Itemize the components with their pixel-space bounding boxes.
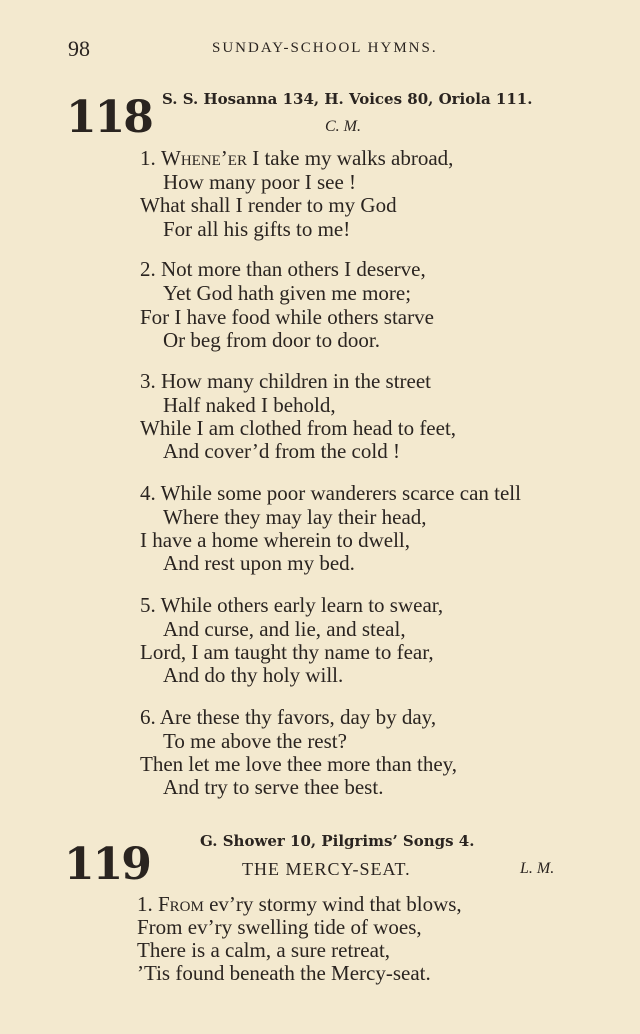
verse-number: 2. <box>140 257 156 281</box>
verse-number: 5. <box>140 593 156 617</box>
verse-1-line-2: How many poor I see ! <box>163 170 357 194</box>
verse-6-line-4: And try to serve thee best. <box>163 775 384 799</box>
verse-5-line-3: Lord, I am taught thy name to fear, <box>140 640 434 664</box>
verse-2-line-3: For I have food while others starve <box>140 305 434 329</box>
verse-6-line-2: To me above the rest? <box>163 729 347 753</box>
verse-number: 6. <box>140 705 156 729</box>
verse-5-line-2: And curse, and lie, and steal, <box>163 617 406 641</box>
hymn-number: 118 <box>66 92 152 143</box>
tune-references: S. S. Hosanna 134, H. Voices 80, Oriola 111. <box>162 90 533 108</box>
page-number: 98 <box>68 36 90 61</box>
verse-line-text: Not more than others I deserve, <box>161 257 426 281</box>
verse-1-line-3: There is a calm, a sure retreat, <box>137 938 391 962</box>
verse-line-text: I take my walks abroad, <box>246 146 454 170</box>
verse-1-line-1 <box>137 894 462 915</box>
verse-6-line-1 <box>140 707 436 728</box>
verse-number: 1. <box>140 146 156 170</box>
verse-line-text: How many children in the street <box>161 369 432 393</box>
running-title: SUNDAY-SCHOOL HYMNS. <box>212 40 438 56</box>
verse-line-text: While some poor wanderers scarce can tell <box>160 481 521 505</box>
verse-4-line-2: Where they may lay their head, <box>163 505 427 529</box>
verse-3-line-3: While I am clothed from head to feet, <box>140 416 457 440</box>
verse-6-line-3: Then let me love thee more than they, <box>140 752 458 776</box>
verse-5-line-4: And do thy holy will. <box>163 663 344 687</box>
verse-number: 3. <box>140 369 156 393</box>
verse-2-line-1 <box>140 259 426 280</box>
verse-5-line-1 <box>140 595 443 616</box>
verse-line-text: While others early learn to swear, <box>160 593 444 617</box>
hymn-number: 119 <box>64 839 150 890</box>
verse-1-line-4: For all his gifts to me! <box>163 217 351 241</box>
verse-2-line-2: Yet God hath given me more; <box>163 281 412 305</box>
verse-4-line-1 <box>140 483 521 504</box>
verse-3-line-2: Half naked I behold, <box>163 393 336 417</box>
verse-2-line-4: Or beg from door to door. <box>163 328 380 352</box>
verse-line-text: ev’ry stormy wind that blows, <box>203 892 462 916</box>
verse-number: 4. <box>140 481 156 505</box>
verse-lead-word: From <box>158 892 204 916</box>
verse-1-line-3: What shall I render to my God <box>140 193 397 217</box>
verse-1-line-4: ’Tis found beneath the Mercy-seat. <box>137 961 431 985</box>
verse-number: 1. <box>137 892 153 916</box>
verse-line-text: Are these thy favors, day by day, <box>159 705 437 729</box>
hymn-meter: L. M. <box>520 860 555 877</box>
verse-lead-word: Whene’er <box>161 146 247 170</box>
verse-4-line-4: And rest upon my bed. <box>163 551 355 575</box>
hymn-title: THE MERCY-SEAT. <box>242 859 411 879</box>
verse-4-line-3: I have a home wherein to dwell, <box>140 528 410 552</box>
verse-3-line-1 <box>140 371 431 392</box>
verse-1-line-1 <box>140 148 453 169</box>
verse-3-line-4: And cover’d from the cold ! <box>163 439 400 463</box>
verse-1-line-2: From ev’ry swelling tide of woes, <box>137 915 422 939</box>
hymn-meter: C. M. <box>325 118 361 135</box>
tune-references: G. Shower 10, Pilgrims’ Songs 4. <box>200 832 475 850</box>
